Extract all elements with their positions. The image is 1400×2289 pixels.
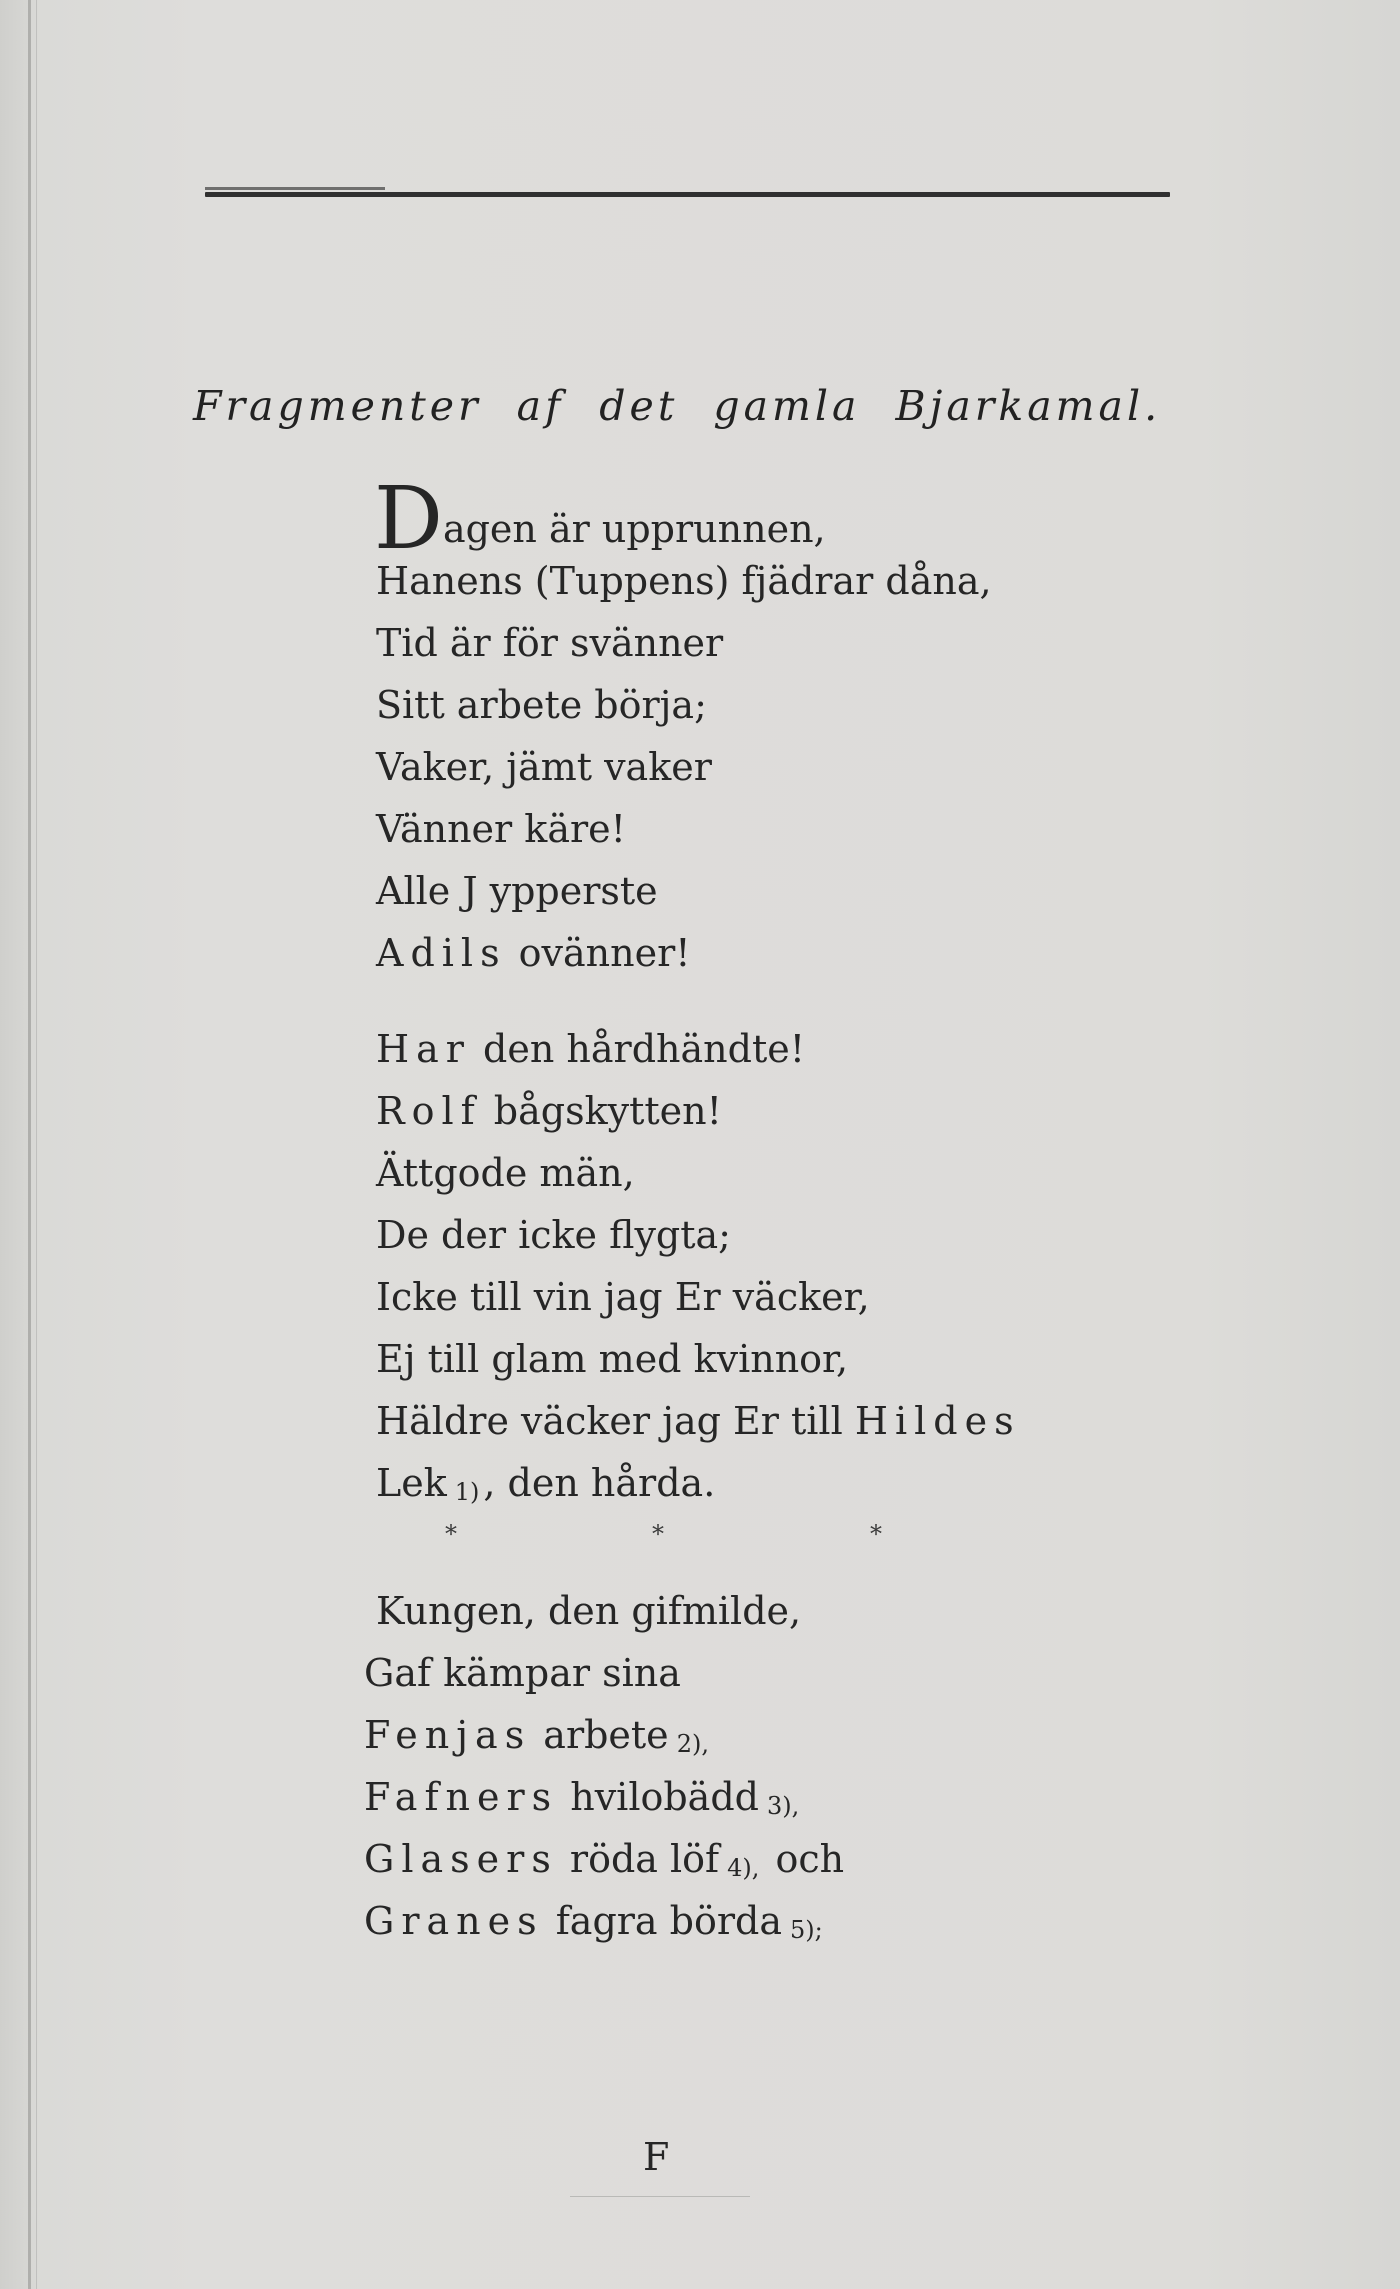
spaced-name: Adils [376,931,507,975]
asterisk-mark: * [445,1520,457,1548]
gutter-shadow [28,0,31,2289]
spaced-name: Har [376,1027,471,1071]
verse-line: Hanens (Tuppens) fjädrar dåna, [376,559,992,603]
verse-text: Häldre väcker jag Er till [376,1399,855,1443]
verse-line [376,1452,1021,1514]
verse-line: Tid är för svänner [376,621,724,665]
catchword: F [643,2135,670,2179]
footnote-marker: 5); [790,1916,823,1944]
verse-line: Alle J ypperste [376,869,658,913]
spaced-name: Hildes [854,1399,1021,1443]
top-rule [205,192,1170,197]
spaced-name: Glasers [364,1837,558,1881]
footnote-marker: 2), [676,1730,709,1758]
verse-line: Kungen, den gifmilde, [376,1589,802,1633]
footnote-marker: 1) [454,1478,480,1506]
footnote-marker: 4), [727,1854,760,1882]
verse-text: agen är upprunnen, [442,507,826,551]
verse-line [364,1766,844,1828]
verse-text: den hårdhändte! [470,1027,805,1071]
verse-line: Vänner käre! [376,807,626,851]
spaced-name: Fafners [364,1775,559,1819]
verse-text: Lek [376,1461,447,1505]
verse-line: Sitt arbete börja; [376,683,707,727]
verse-line [376,1018,1021,1080]
spaced-name: Fenjas [364,1713,532,1757]
stanza-2 [376,1018,1021,1514]
gutter-fold [36,0,37,2289]
page-title: Fragmenter af det gamla Bjarkamal. [193,382,1162,430]
verse-text: bågskytten! [481,1089,722,1133]
asterisk-mark: * [652,1520,664,1548]
verse-line [376,922,992,984]
verse-line: Icke till vin jag Er väcker, [376,1275,870,1319]
verse-text: fagra börda [543,1899,783,1943]
verse-text: röda löf [557,1837,720,1881]
verse-line: Vaker, jämt vaker [376,745,712,789]
drop-cap: D [374,469,443,569]
verse-line: De der icke flygta; [376,1213,731,1257]
verse-line: Ättgode män, [376,1151,635,1195]
verse-line [364,1890,844,1952]
verse-line [376,1080,1021,1142]
verse-text: och [763,1837,845,1881]
footnote-marker: 3), [766,1792,800,1820]
spaced-name: Rolf [376,1089,482,1133]
stanza-3 [364,1580,844,1952]
verse-text: hvilobädd [558,1775,759,1819]
spaced-name: Granes [364,1899,544,1943]
verse-line: Ej till glam med kvinnor, [376,1337,849,1381]
asterism-separator [420,1520,920,1560]
asterisk-mark: * [870,1520,882,1548]
verse-text: , den hårda. [483,1461,716,1505]
verse-line [374,469,992,569]
verse-line [376,1390,1021,1452]
verse-text: ovänner! [506,931,691,975]
stanza-1 [374,469,992,984]
verse-text: arbete [531,1713,669,1757]
verse-line [364,1828,844,1890]
verse-line: Gaf kämpar sina [364,1651,681,1695]
catchword-underline [570,2196,750,2197]
top-rule-accent [205,187,385,190]
verse-line [364,1704,844,1766]
